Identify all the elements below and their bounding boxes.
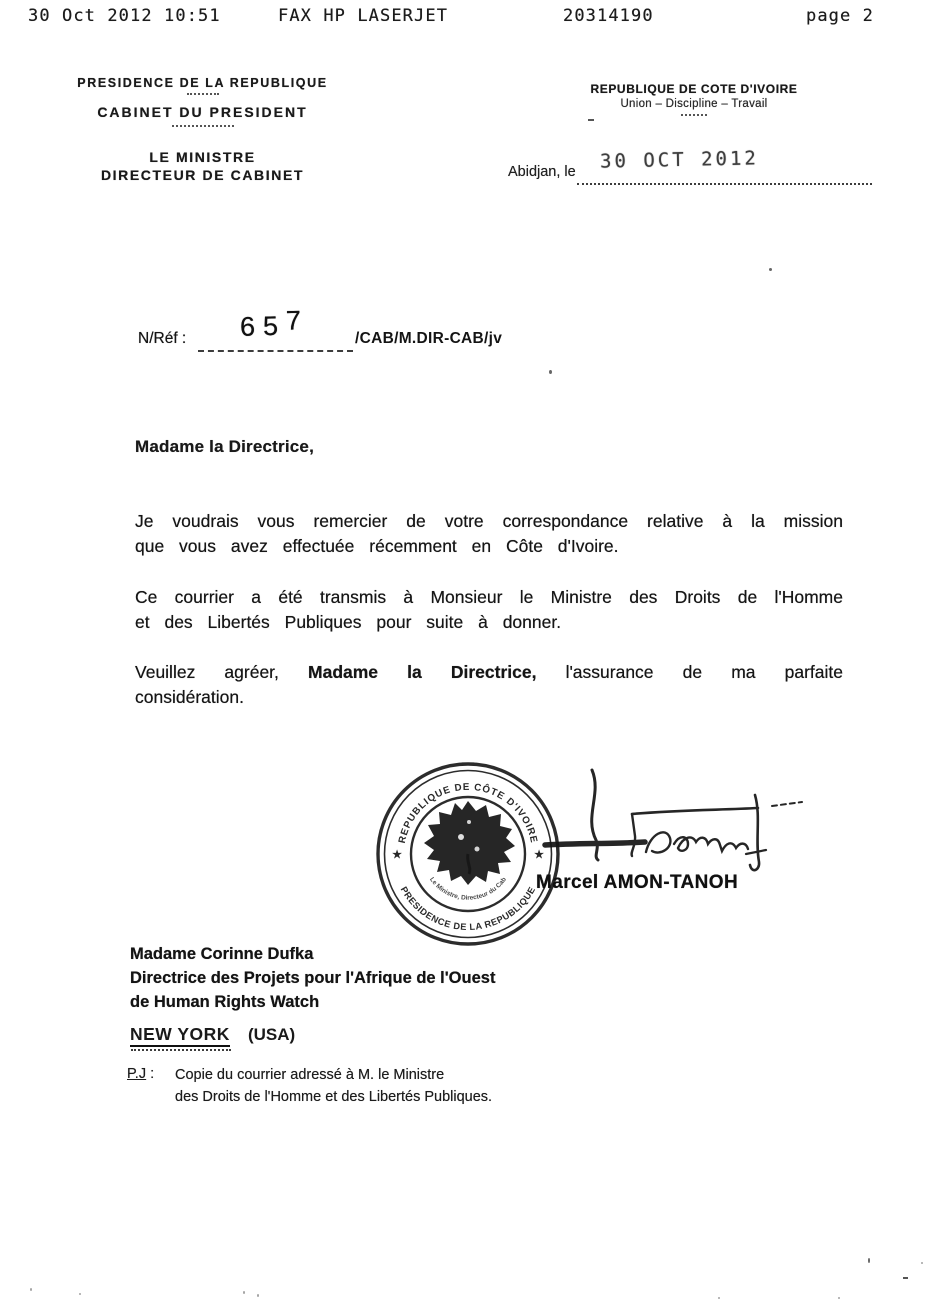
letterhead-right [580, 82, 808, 116]
recipient-country: (USA) [247, 1025, 296, 1044]
fax-device: FAX HP LASERJET [278, 6, 449, 26]
reference-code: /CAB/M.DIR-CAB/jv [355, 330, 503, 347]
seal-emblem-icon [424, 801, 515, 885]
letterhead-title-line2: DIRECTEUR DE CABINET [100, 167, 305, 183]
scan-speck [257, 1294, 259, 1297]
scan-speck [30, 1288, 32, 1291]
fax-number: 20314190 [563, 6, 654, 26]
reference-rule [198, 350, 353, 352]
letterhead-left [60, 76, 345, 184]
fax-datetime: 30 Oct 2012 10:51 [28, 6, 221, 26]
letterhead-dept: CABINET DU PRESIDENT [97, 104, 308, 120]
city-underline-dashes [131, 1049, 231, 1051]
enclosure-line-1: Copie du courrier adressé à M. le Ministre [175, 1067, 445, 1083]
enclosure-line-2: des Droits de l'Homme et des Libertés Publiques. [175, 1089, 493, 1105]
enclosure-lines [175, 1064, 492, 1108]
letterhead-country: REPUBLIQUE DE COTE D'IVOIRE [590, 82, 798, 96]
recipient-city-line [130, 1024, 295, 1045]
letterhead-title-line1: LE MINISTRE [149, 149, 256, 165]
recipient-org: de Human Rights Watch [130, 993, 320, 1011]
enclosure-label-colon: : [150, 1066, 155, 1082]
scan-speck [769, 268, 772, 271]
enclosure-label [127, 1066, 154, 1082]
dateline-dotted-rule [577, 183, 872, 185]
scan-speck [718, 1297, 720, 1299]
divider-dashes [187, 93, 219, 95]
scan-speck [243, 1291, 245, 1294]
svg-text:PRESIDENCE DE LA REPUBLIQUE [399, 885, 538, 932]
seal-bottom-text: PRESIDENCE DE LA REPUBLIQUE [398, 884, 538, 933]
paragraph-1: Je voudrais vous remercier de votre correspondance relative à la mission que vous avez effectuée récemment en Côte d'Ivoire. [135, 511, 843, 556]
signatory-name: Marcel AMON-TANOH [536, 872, 739, 893]
paragraph-2: Ce courrier a été transmis à Monsieur le Ministre des Droits de l'Homme et des Libertés Publiques pour suite à donner. [135, 587, 843, 632]
letterhead-motto: Union – Discipline – Travail [620, 98, 768, 110]
reference-number-65: 65 [239, 310, 287, 342]
date-stamp: 30 OCT 2012 [599, 147, 760, 173]
closing-text-end: l'assurance de ma parfaite considération. [135, 662, 843, 707]
seal-inner-text: Le Ministre, Directeur du Cab [427, 876, 509, 902]
closing-text-bold: Madame la Directrice, [308, 662, 537, 682]
seal-star-left-icon: ★ [392, 849, 402, 861]
scan-speck [838, 1297, 840, 1299]
recipient-role: Directrice des Projets pour l'Afrique de l'Ouest [130, 969, 496, 987]
scan-speck [921, 1262, 923, 1264]
reference-label: N/Réf : [138, 330, 187, 347]
reference-number-handwritten [239, 305, 310, 343]
seal-star-right-icon: ★ [534, 849, 544, 861]
fax-page-number: page 2 [806, 6, 875, 26]
paragraph-3 [135, 660, 843, 710]
dateline-label: Abidjan, le [508, 164, 576, 180]
divider-dashes [681, 114, 707, 116]
recipient-block [130, 942, 495, 1014]
scan-speck [588, 119, 594, 121]
enclosure-label-text: P.J [127, 1066, 147, 1082]
divider-dashes [172, 125, 234, 127]
recipient-city: NEW YORK [130, 1024, 230, 1047]
recipient-name: Madame Corinne Dufka [130, 945, 314, 963]
scan-speck [549, 370, 552, 374]
letterhead-org: PRESIDENCE DE LA REPUBLIQUE [77, 76, 328, 90]
scan-speck [868, 1258, 870, 1263]
seal-top-text: REPUBLIQUE DE CÔTE D'IVOIRE [396, 781, 540, 845]
scan-speck [903, 1277, 908, 1279]
closing-text-start: Veuillez agréer, [135, 662, 279, 682]
reference-number-7: 7 [285, 305, 310, 336]
scan-speck [79, 1293, 81, 1295]
salutation: Madame la Directrice, [135, 437, 315, 456]
